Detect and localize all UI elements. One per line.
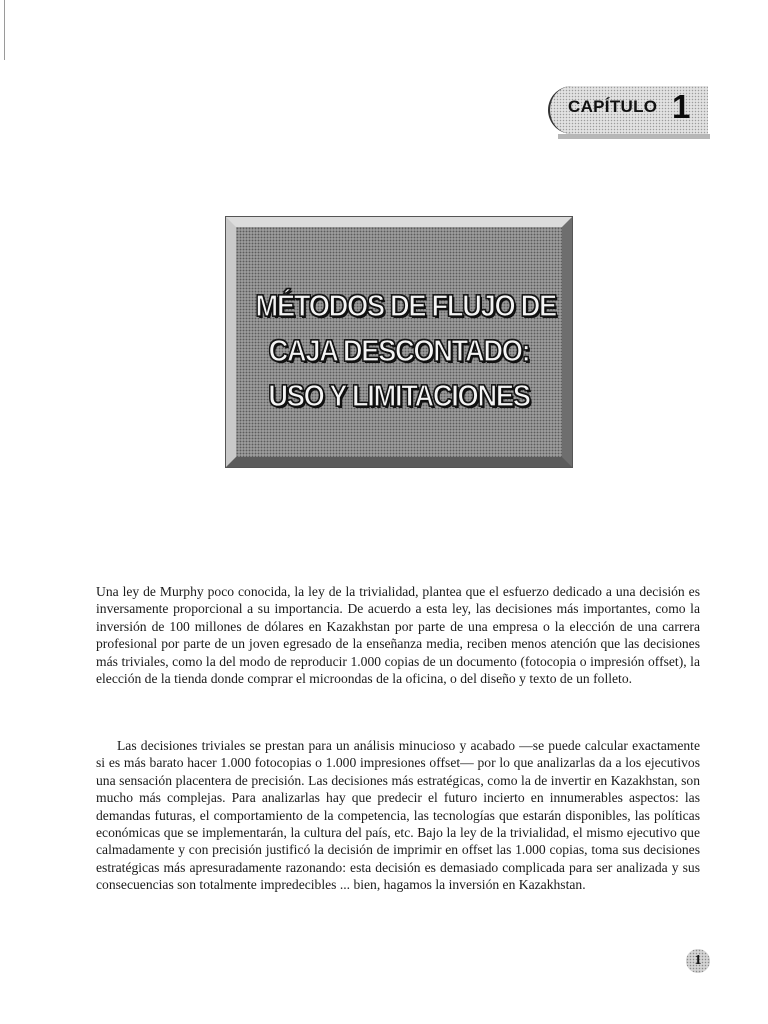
chapter-title-line: MÉTODOS DE FLUJO DE	[255, 288, 556, 323]
chapter-title-plaque	[226, 217, 572, 467]
chapter-tab	[548, 86, 708, 134]
page-number: 1	[686, 949, 710, 973]
body-paragraph-1: Una ley de Murphy poco conocida, la ley de la trivialidad, plantea que el esfuerzo dedicado a una decisión es inversamente proporcional a su importancia. De acuerdo a esta ley, las decisiones más importantes, como la inversión de 100 millones de dólares en Kazakhstan por parte de una empresa o la elección de una carrera profesional por parte de un joven egresado de la enseñanza media, reciben menos atención que las decisiones más triviales, como la del modo de reproducir 1.000 copias de un documento (fotocopia o impresión offset), la elección de la tienda donde comprar el microondas de la oficina, o del diseño y texto de un folleto.	[96, 584, 700, 687]
chapter-title	[255, 283, 556, 418]
chapter-label: CAPÍTULO	[568, 97, 658, 116]
scan-edge-line	[4, 0, 5, 60]
body-paragraph-2: Las decisiones triviales se prestan para un análisis minucioso y acabado —se puede calcular exactamente si es más barato hacer 1.000 fotocopias o 1.000 impresiones offset— por lo que analizarlas da a los ejecutivos una sensación placentera de precisión. Las decisiones más estratégicas, como la de invertir en Kazakhstan, son mucho más complejas. Para analizarlas hay que predecir el futuro incierto en innumerables aspectos: las demandas futuras, el comportamiento de la competencia, las tecnologías que estarán disponibles, las políticas económicas que se implementarán, la cultura del país, etc. Bajo la ley de la trivialidad, el mismo ejecutivo que calmadamente y con precisión justificó la decisión de imprimir en offset las 1.000 copias, toma sus decisiones estratégicas más apresuradamente razonando: esta decisión es demasiado complicada para ser analizada y sus consecuencias son totalmente impredecibles ... bien, hagamos la inversión en Kazakhstan.	[96, 738, 700, 893]
chapter-title-line: CAJA DESCONTADO:	[268, 333, 530, 368]
chapter-number: 1	[672, 88, 691, 125]
chapter-title-line: USO Y LIMITACIONES	[268, 378, 530, 413]
